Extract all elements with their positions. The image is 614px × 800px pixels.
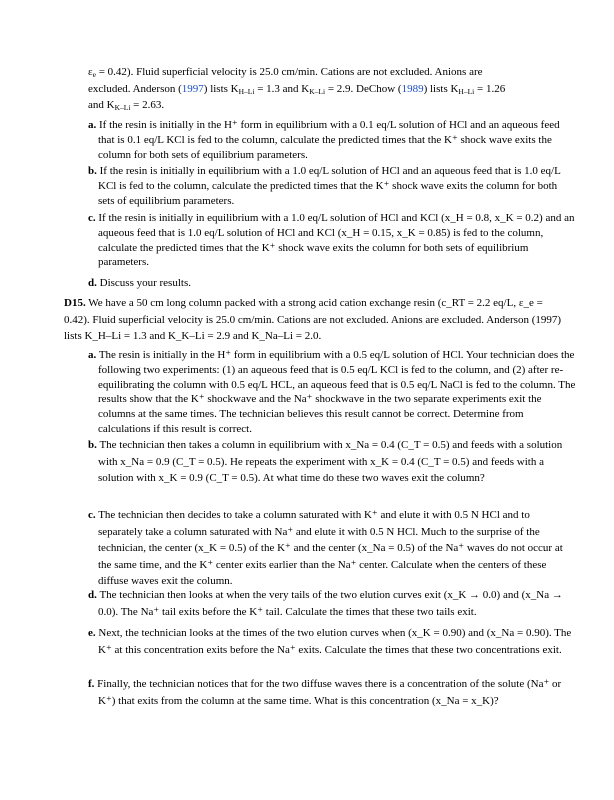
d15-c-label: c.	[88, 509, 96, 521]
intro-line2f: = 1.26	[474, 82, 506, 95]
d14-b-label: b.	[88, 165, 97, 177]
d15-e-text: Next, the technician looks at the times of the two elution curves when (x_K = 0.90) and (x_Na = 0.90). The K⁺ at this concentration exits before the Na⁺ exits. Calculate the times that these two concentrations exit.	[98, 627, 572, 656]
intro-line2c: = 1.3 and K	[254, 82, 310, 95]
d14-b-text: If the resin is initially in equilibrium with a 1.0 eq/L solution of HCl and an aqueous feed that is 1.0 eq/L KCl is fed to the column, calculate the predicted times that the K⁺ shock wave exits the column for both sets of equilibrium parameters.	[98, 165, 561, 207]
d14-intro-paragraph: $\varepsilon_e = 0.42$). Fluid superficial velocity is 25.0 cm/min. Cations are not excluded. Anions are excluded. Anderson (1997) lists $K_{H-Li} = 1.3$ and $K_{K-Li} = 2.9$. DeChow (1989) lists $K_{H-Li} = 1.26$ and $K_{K-Li} = 2.63$.	[88, 66, 506, 113]
d14-item-c	[88, 211, 576, 270]
d15-item-d	[88, 587, 576, 620]
d14-c-label: c.	[88, 212, 96, 224]
d14-d-text: Discuss your results.	[99, 277, 191, 289]
d14-c-text: If the resin is initially in equilibrium with a 1.0 eq/L solution of HCl and KCl (x_H = 0.8, x_K = 0.2) and an aqueous feed that is 1.0 eq/L solution of HCl and KCl (x_H = 0.15, x_K = 0.85) is fed to the column, calculate the predicted times that the K⁺ shock wave exits the column for both sets of equilibrium parameters.	[98, 212, 575, 269]
d14-a-label: a.	[88, 119, 97, 131]
intro-sub4: K–Li	[114, 103, 131, 113]
d15-a-label: a.	[88, 349, 97, 361]
d14-item-a	[88, 118, 576, 162]
intro-line3b: = 2.63.	[130, 99, 165, 112]
dechow-1989-link[interactable]: 1989	[401, 82, 424, 95]
d15-d-text: The technician then looks at when the very tails of the two elution curves exit (x_K → 0.0) and (x_Na → 0.0). The Na⁺ tail exits before the K⁺ tail. Calculate the times that these two tails exit.	[98, 589, 563, 618]
anderson-1997-link[interactable]: 1997	[181, 82, 204, 95]
d15-item-e	[88, 625, 576, 658]
intro-line2b: ) lists K	[203, 82, 239, 95]
d15-e-label: e.	[88, 627, 96, 639]
d15-b-label: b.	[88, 439, 97, 451]
intro-line2e: ) lists K	[423, 82, 459, 95]
d15-b-text: The technician then takes a column in equilibrium with x_Na = 0.4 (C_T = 0.5) and feeds with a solution with x_Na = 0.9 (C_T = 0.5). He repeats the experiment with x_K = 0.4 (C_T = 0.5) and feeds with a solution with x_K = 0.9 (C_T = 0.5). At what time do these two waves exit the column?	[98, 439, 563, 485]
d15-item-f	[88, 676, 576, 709]
d15-f-label: f.	[88, 678, 95, 690]
intro-line1: = 0.42). Fluid superficial velocity is 25.0 cm/min. Cations are not excluded. Anions are	[98, 66, 483, 78]
d15-intro-text: We have a 50 cm long column packed with a strong acid cation exchange resin (c_RT = 2.2 eq/L, ε_e = 0.42). Fluid superficial velocity is 25.0 cm/min. Cations are not excluded. Anions are excluded. Anderson (1997) lists K_H–Li = 1.3 and K_K–Li = 2.9 and K_Na–Li = 2.0.	[64, 297, 562, 343]
d15-item-b	[88, 437, 576, 487]
intro-sub2: K–Li	[309, 86, 326, 96]
intro-line2d: = 2.9. DeChow (	[325, 82, 402, 95]
intro-line2a: excluded. Anderson (	[88, 82, 182, 95]
d14-item-b	[88, 164, 576, 208]
d15-a-text: The resin is initially in the H⁺ form in equilibrium with a 0.5 eq/L solution of HCl. Your technician does the following two experiments: (1) an aqueous feed that is 0.5 eq/L KCl is fed to the column, and (2) after re-equilibrating the column with 0.5 eq/L HCL, an aqueous feed that is 0.5 eq/L NaCl is fed to the column. The results show that the K⁺ shockwave and the Na⁺ shockwave in the two separate experiments exit the columns at the same times. The technician believes this result cannot be correct. Determine from calculations if this result is correct.	[98, 349, 576, 435]
d14-d-label: d.	[88, 277, 97, 289]
intro-sub1: H–Li	[238, 86, 255, 96]
d14-item-d	[88, 276, 576, 291]
d15-c-text: The technician then decides to take a column saturated with K⁺ and elute it with 0.5 N HCl and to separately take a column saturated with Na⁺ and elute it with 0.5 N HCl. Much to the surprise of the technician, the center (x_K = 0.5) of the K⁺ and the center (x_Na = 0.5) of the Na⁺ waves do not occur at the same time, and the K⁺ center exits earlier than the Na⁺ center. Calculate when the centers of these diffuse waves exit the column.	[98, 509, 563, 588]
d15-d-label: d.	[88, 589, 97, 601]
d15-f-text: Finally, the technician notices that for the two diffuse waves there is a concentration of the solute (Na⁺ or K⁺) that exits from the column at the same time. What is this concentration (x_Na = x_K)?	[97, 678, 562, 707]
d15-item-a	[88, 348, 576, 437]
d15-label: D15.	[64, 297, 86, 309]
d15-problem-statement	[64, 295, 568, 345]
d14-a-text: If the resin is initially in the H⁺ form in equilibrium with a 0.1 eq/L solution of HCl and an aqueous feed that is 0.1 eq/L KCl is fed to the column, calculate the predicted times that the K⁺ shock wave exits the column for both sets of equilibrium parameters.	[98, 119, 560, 161]
intro-sub3: H–Li	[458, 86, 475, 96]
d15-item-c	[88, 507, 576, 590]
intro-line3a: and K	[88, 99, 115, 112]
